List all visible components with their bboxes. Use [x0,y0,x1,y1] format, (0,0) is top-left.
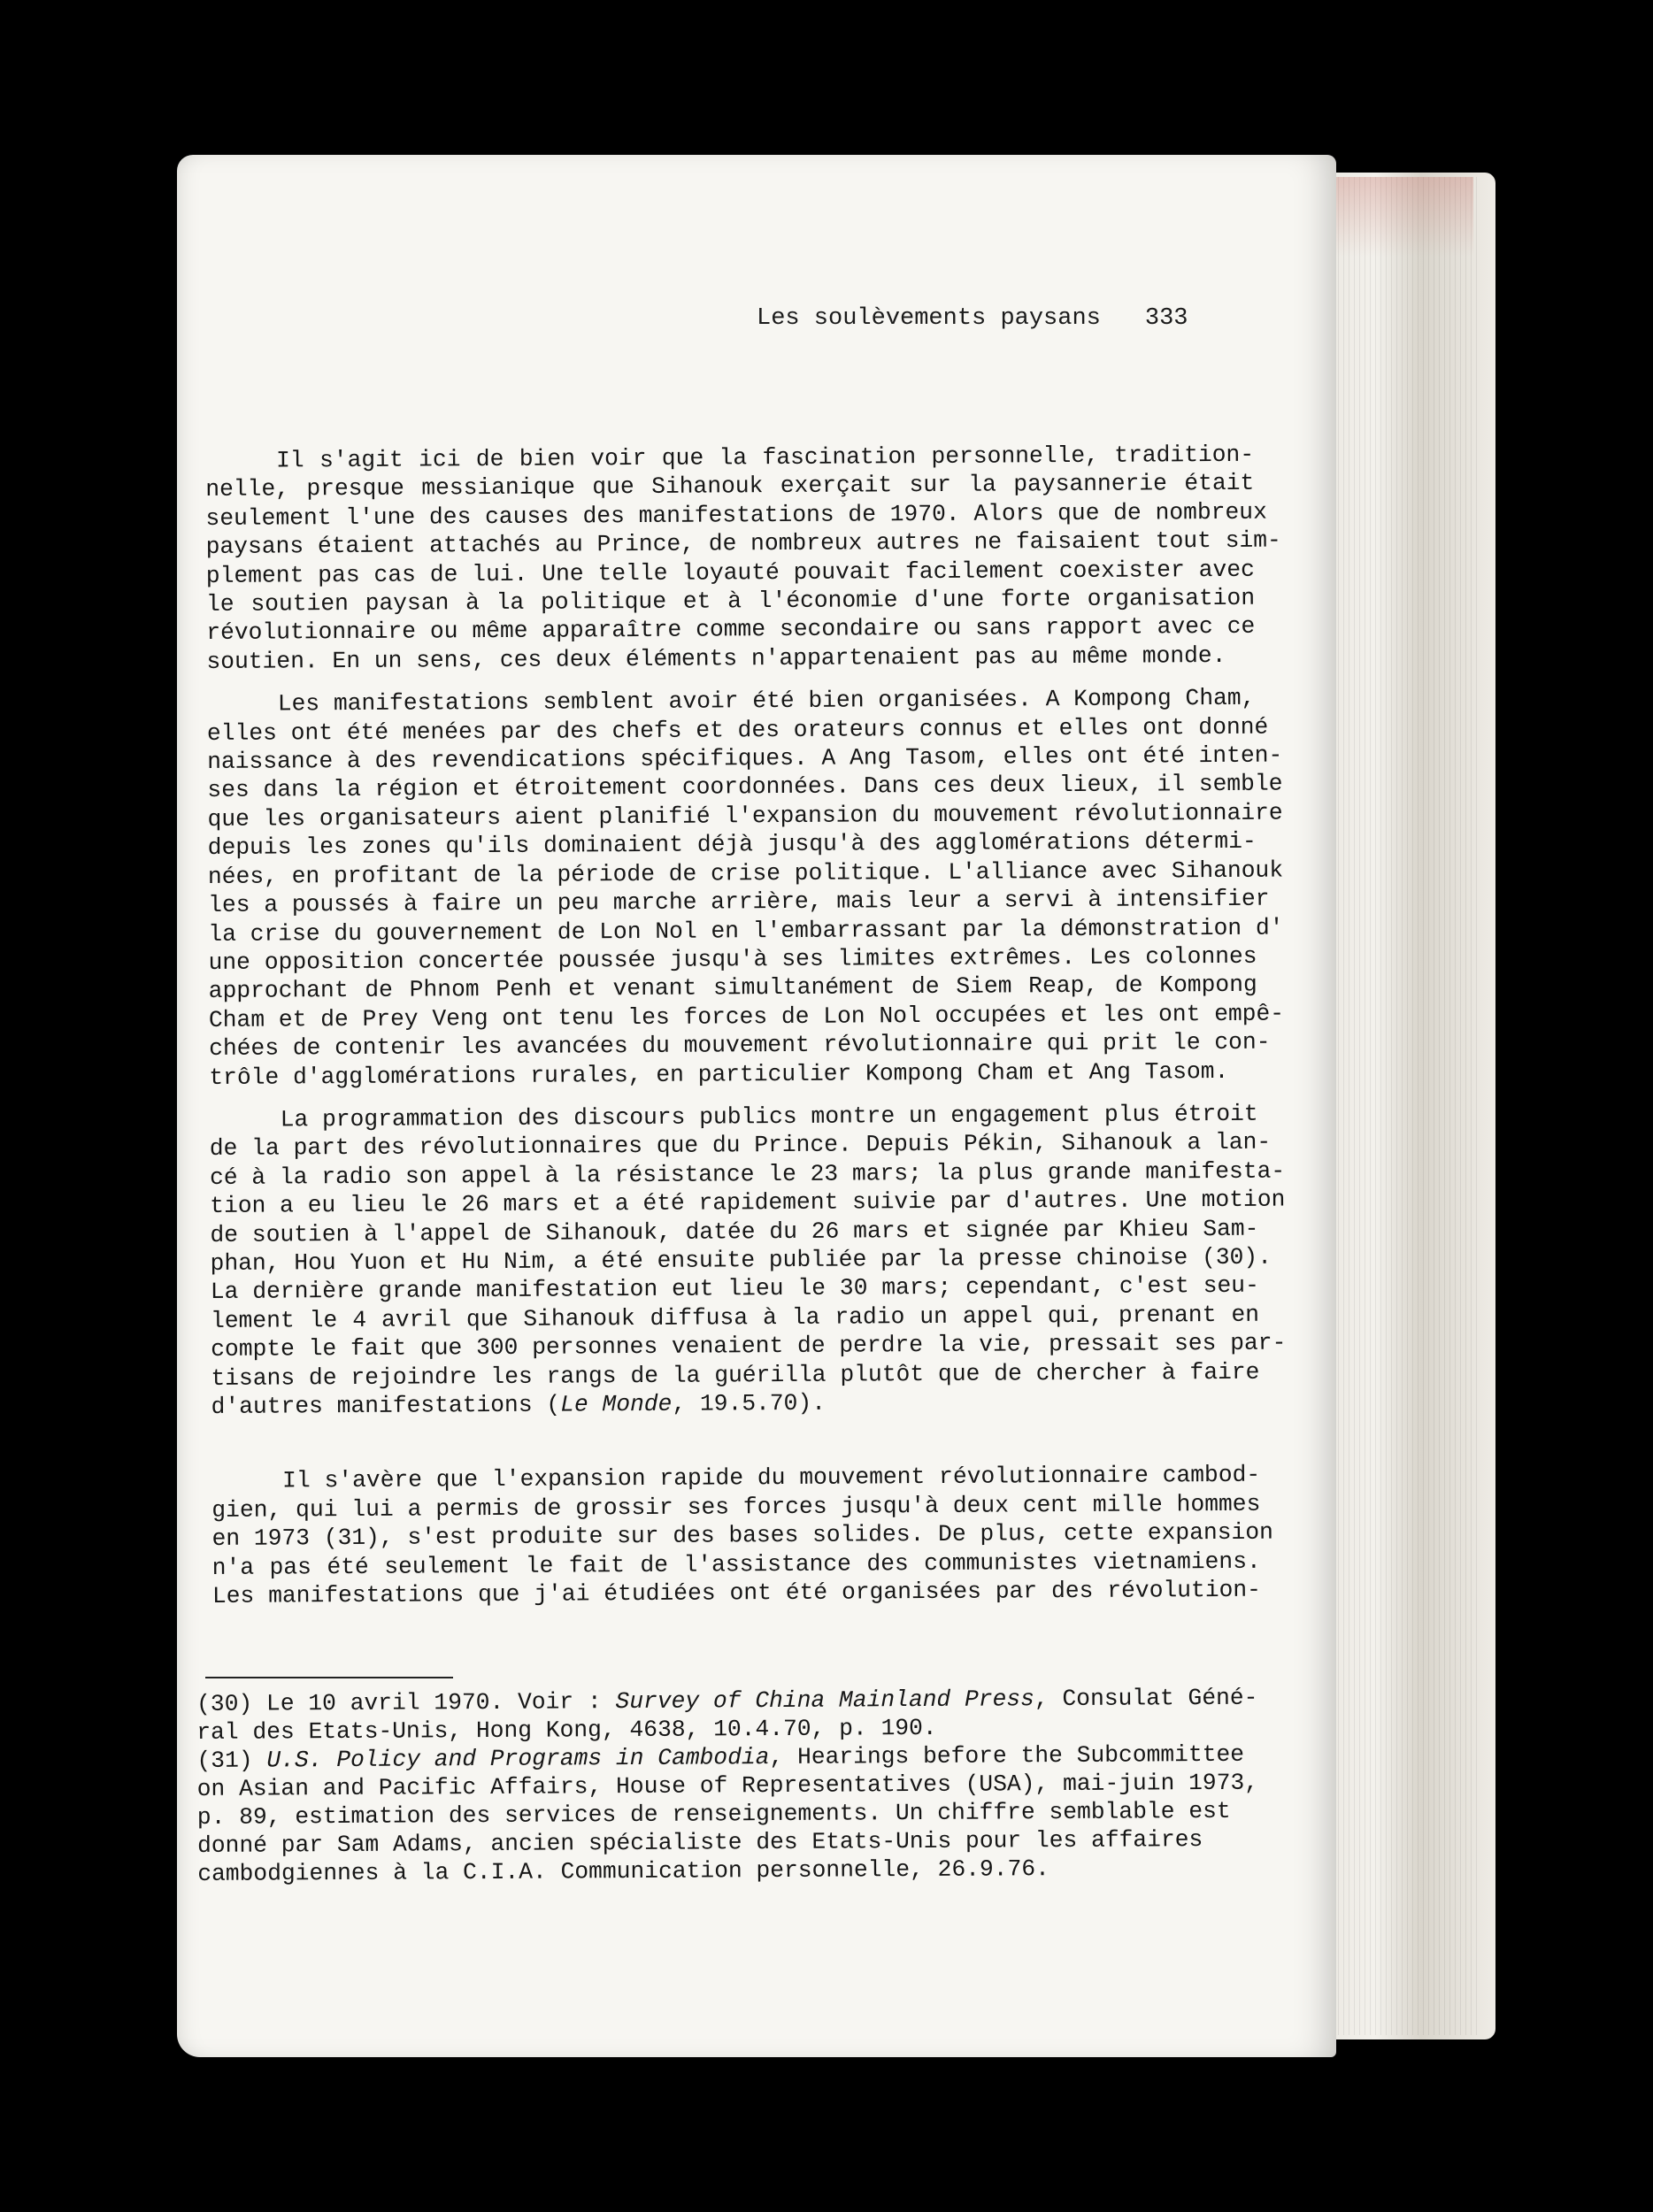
paragraph-2 [206,684,1285,1092]
text-line: approchant de Phnom Penh et venant simultanément de Siem Reap, de Kompong [208,972,1257,1005]
text-line: n'a pas été seulement le fait de l'assistance des communistes vietnamiens. [211,1548,1261,1581]
page-edge-lines [1327,177,1478,2035]
text-line: que les organisateurs aient planifié l'expansion du mouvement révolutionnaire [207,799,1283,833]
italic-title: U.S. Policy and Programs in Cambodia [266,1744,770,1774]
text-line: nelle, presque messianique que Sihanouk exerçait sur la paysannerie était [205,470,1255,503]
text-line: La programmation des discours publics montre un engagement plus étroit [280,1100,1258,1133]
text-line: Cham et de Prey Veng ont tenu les forces de Lon Nol occupées et les ont empê- [208,1000,1285,1033]
text-line: seulement l'une des causes des manifestations de 1970. Alors que de nombreux [205,498,1267,532]
text-line: tisans de rejoindre les rangs de la guérilla plutôt que de chercher à faire [211,1358,1260,1392]
text-line: une opposition concertée poussée jusqu'à ses limites extrêmes. Les colonnes [208,942,1257,976]
text-line: Les manifestations semblent avoir été bien organisées. A Kompong Cham, [277,685,1256,718]
text-line: La dernière grande manifestation eut lieu le 30 mars; cependant, c'est seu- [210,1272,1259,1306]
text-line: chées de contenir les avancées du mouvement révolutionnaire qui prit le con- [209,1028,1271,1063]
footnote-line: cambodgiennes à la C.I.A. Communication personnelle, 26.9.76. [197,1855,1049,1887]
text-line: les a poussés à faire un peu marche arrière, mais leur a servi à intensifier [208,885,1270,919]
paragraph-3 [209,1100,1287,1422]
text-line: Il s'agit ici de bien voir que la fascination personnelle, tradition- [276,441,1255,474]
text-line: soutien. En un sens, ces deux éléments n'appartenaient pas au même monde. [206,641,1226,675]
running-head-title: Les soulèvements paysans [757,305,1101,332]
text-line: compte le fait que 300 personnes venaient de perdre la vie, pressait ses par- [211,1329,1287,1363]
body-text [205,441,1287,1611]
footnote-line: p. 89, estimation des services de renseignements. Un chiffre semblable est [196,1797,1231,1831]
text-line: Il s'avère que l'expansion rapide du mouvement révolutionnaire cambod- [282,1462,1261,1494]
text-line: elles ont été menées par des chefs et des orateurs connus et elles ont donné [206,713,1269,747]
text-run: (30) Le 10 avril 1970. Voir : [196,1688,616,1717]
text-run: (31) [196,1747,267,1774]
running-head [757,305,1217,332]
text-run: , Consulat Géné- [1034,1684,1258,1713]
text-line: depuis les zones qu'ils dominaient déjà jusqu'à des agglomérations détermi- [207,828,1257,862]
paragraph-1 [205,441,1281,676]
text-line: cé à la radio son appel à la résistance le 23 mars; la plus grande manifesta- [209,1157,1286,1191]
page-edge-tint [1332,177,1473,257]
text-line: la crise du gouvernement de Lon Nol en l'embarrassant par la démonstration d' [208,914,1284,948]
text-line: en 1973 (31), s'est produite sur des bases solides. De plus, cette expansion [211,1518,1273,1553]
text-run: , Hearings before the Subcommittee [769,1740,1245,1771]
footnote-line: ral des Etats-Unis, Hong Kong, 4638, 10.4.70, p. 190. [196,1714,937,1746]
text-line: phan, Hou Yuon et Hu Nim, a été ensuite publiée par la presse chinoise (30). [210,1243,1272,1277]
paragraph-4 [211,1461,1273,1610]
text-line: de soutien à l'appel de Sihanouk, datée du 26 mars et signée par Khieu Sam- [210,1215,1259,1248]
footnotes [196,1684,1259,1888]
text-line: gien, qui lui a permis de grossir ses forces jusqu'à deux cent mille hommes [211,1490,1261,1524]
text-line: révolutionnaire ou même apparaître comme secondaire ou sans rapport avec ce [206,613,1256,647]
text-line: le soutien paysan à la politique et à l'économie d'une forte organisation [205,584,1256,618]
footnote-line: donné par Sam Adams, ancien spécialiste des Etats-Unis pour les affaires [196,1826,1203,1859]
text-line: nées, en profitant de la période de crise politique. L'alliance avec Sihanouk [207,856,1284,890]
text-line: tion a eu lieu le 26 mars et a été rapidement suivie par d'autres. Une motion [210,1186,1286,1220]
page-number: 333 [1144,305,1188,332]
text-line: Les manifestations que j'ai étudiées ont été organisées par des révolution- [211,1576,1262,1610]
text-line: de la part des révolutionnaires que du Prince. Depuis Pékin, Sihanouk a lan- [209,1129,1272,1163]
text-run: , 19.5.70). [672,1389,826,1417]
italic-title: Survey of China Mainland Press [615,1686,1035,1716]
text-line: naissance à des revendications spécifiques. A Ang Tasom, elles ont été inten- [207,741,1283,776]
footnote-line: on Asian and Pacific Affairs, House of Representatives (USA), mai-juin 1973, [196,1769,1259,1802]
italic-title: Le Monde [560,1390,673,1418]
text-line: plement pas cas de lui. Une telle loyauté pouvait facilement coexister avec [205,556,1255,589]
text-line: trôle d'agglomérations rurales, en particulier Kompong Cham et Ang Tasom. [209,1057,1229,1091]
text-line: lement le 4 avril que Sihanouk diffusa à la radio un appel qui, prenant en [210,1301,1260,1334]
footnote-rule [205,1677,453,1678]
text-line: ses dans la région et étroitement coordonnées. Dans ces deux lieux, il semble [207,771,1283,804]
text-line: paysans étaient attachés au Prince, de nombreux autres ne faisaient tout sim- [205,526,1281,561]
text-run: d'autres manifestations ( [211,1391,561,1420]
